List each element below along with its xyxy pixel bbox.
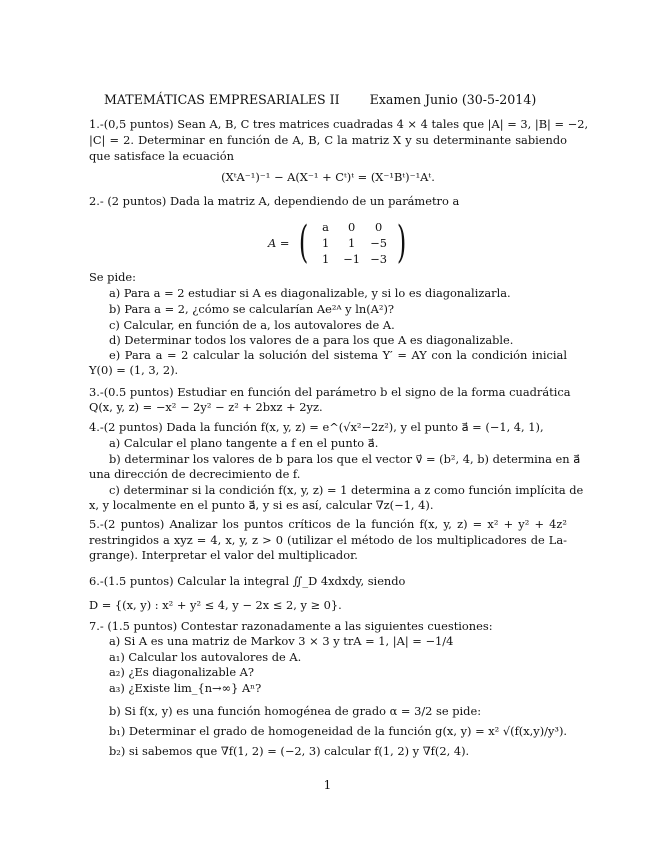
problem-6-line-2: D = {(x, y) : x² + y² ≤ 4, y − 2x ≤ 2, y ≥ 0}.	[89, 598, 342, 612]
problem-3-line-2: Q(x, y, z) = −x² − 2y² − z² + 2bxz + 2yz.	[89, 400, 323, 414]
problem-7a1: a₁) Calcular los autovalores de A.	[109, 650, 302, 664]
exam-header	[104, 92, 564, 107]
problem-2c: c) Calcular, en función de a, los autovalores de A.	[109, 318, 395, 332]
problem-2e-line-2: Y(0) = (1, 3, 2).	[89, 363, 179, 377]
matrix-cell: 0	[374, 219, 383, 234]
matrix-grid	[313, 220, 393, 267]
matrix-cell: −1	[343, 251, 360, 266]
matrix-cell: −5	[370, 235, 387, 250]
course-title: MATEMÁTICAS EMPRESARIALES II	[104, 92, 340, 107]
matrix-cell: a	[322, 219, 329, 234]
matrix-cell: 0	[347, 219, 356, 234]
problem-1-line-2: |C| = 2. Determinar en función de A, B, C la matriz X y su determinante sabiendo	[89, 133, 567, 147]
page-number: 1	[323, 778, 332, 792]
problem-7a2: a₂) ¿Es diagonalizable A?	[109, 665, 255, 679]
problem-4c-line-1: c) determinar si la condición f(x, y, z) = 1 determina a z como función implícita de	[109, 483, 584, 497]
problem-5-line-2: restringidos a xyz = 4, x, y, z > 0 (utilizar el método de los multiplicadores de La-	[89, 533, 567, 547]
problem-1-line-3: que satisface la ecuación	[89, 149, 234, 163]
problem-7-intro: 7.- (1.5 puntos) Contestar razonadamente a las siguientes cuestiones:	[89, 619, 493, 633]
problem-7b: b) Si f(x, y) es una función homogénea de grado α = 3/2 se pide:	[109, 704, 482, 718]
left-paren: (	[299, 217, 309, 268]
problem-4b-line-1: b) determinar los valores de b para los que el vector v⃗ = (b², 4, b) determina en a⃗	[109, 452, 581, 466]
matrix-cell: 1	[321, 235, 330, 250]
problem-3-line-1: 3.-(0.5 puntos) Estudiar en función del parámetro b el signo de la forma cuadrática	[89, 385, 571, 399]
problem-7a: a) Si A es una matriz de Markov 3 × 3 y trA = 1, |A| = −1/4	[109, 634, 454, 648]
problem-4b-line-2: una dirección de decrecimiento de f.	[89, 467, 301, 481]
matrix-cell: 1	[347, 235, 356, 250]
problem-1-equation: (XᵗA⁻¹)⁻¹ − A(X⁻¹ + Cᵗ)ᵗ = (X⁻¹Bᵗ)⁻¹Aᵗ.	[221, 170, 435, 184]
problem-5-line-3: grange). Interpretar el valor del multiplicador.	[89, 548, 358, 562]
problem-2e-line-1: e) Para a = 2 calcular la solución del sistema Y′ = AY con la condición inicial	[109, 348, 567, 362]
matrix-label: A =	[268, 236, 290, 250]
right-paren: )	[396, 217, 406, 268]
se-pide: Se pide:	[89, 270, 136, 284]
matrix-cell: 1	[321, 251, 330, 266]
problem-2b: b) Para a = 2, ¿cómo se calcularían Ae²ᴬ y ln(A²)?	[109, 302, 395, 316]
problem-2d: d) Determinar todos los valores de a para los que A es diagonalizable.	[109, 333, 514, 347]
problem-7b1: b₁) Determinar el grado de homogeneidad de la función g(x, y) = x² √(f(x,y)/y³).	[109, 724, 568, 738]
problem-7a3: a₃) ¿Existe lim_{n→∞} Aⁿ?	[109, 681, 262, 695]
problem-4a: a) Calcular el plano tangente a f en el punto a⃗.	[109, 436, 379, 450]
problem-7b2: b₂) si sabemos que ∇f(1, 2) = (−2, 3) calcular f(1, 2) y ∇f(2, 4).	[109, 744, 470, 758]
problem-4-intro: 4.-(2 puntos) Dada la función f(x, y, z) = e^(√x²−2z²), y el punto a⃗ = (−1, 4, 1),	[89, 420, 544, 434]
problem-6-line-1: 6.-(1.5 puntos) Calcular la integral ∬_D 4xdxdy, siendo	[89, 574, 406, 588]
problem-2a: a) Para a = 2 estudiar si A es diagonalizable, y si lo es diagonalizarla.	[109, 286, 511, 300]
problem-1-line-1: 1.-(0,5 puntos) Sean A, B, C tres matrices cuadradas 4 × 4 tales que |A| = 3, |B| = −2,	[89, 117, 589, 131]
problem-2-intro: 2.- (2 puntos) Dada la matriz A, dependiendo de un parámetro a	[89, 194, 460, 208]
problem-4c-line-2: x, y localmente en el punto a⃗, y si es así, calcular ∇z(−1, 4).	[89, 498, 434, 512]
matrix-A	[268, 218, 410, 268]
exam-date: Examen Junio (30-5-2014)	[369, 92, 537, 107]
problem-5-line-1: 5.-(2 puntos) Analizar los puntos críticos de la función f(x, y, z) = x² + y² + 4z²	[89, 517, 567, 531]
matrix-cell: −3	[370, 251, 387, 266]
